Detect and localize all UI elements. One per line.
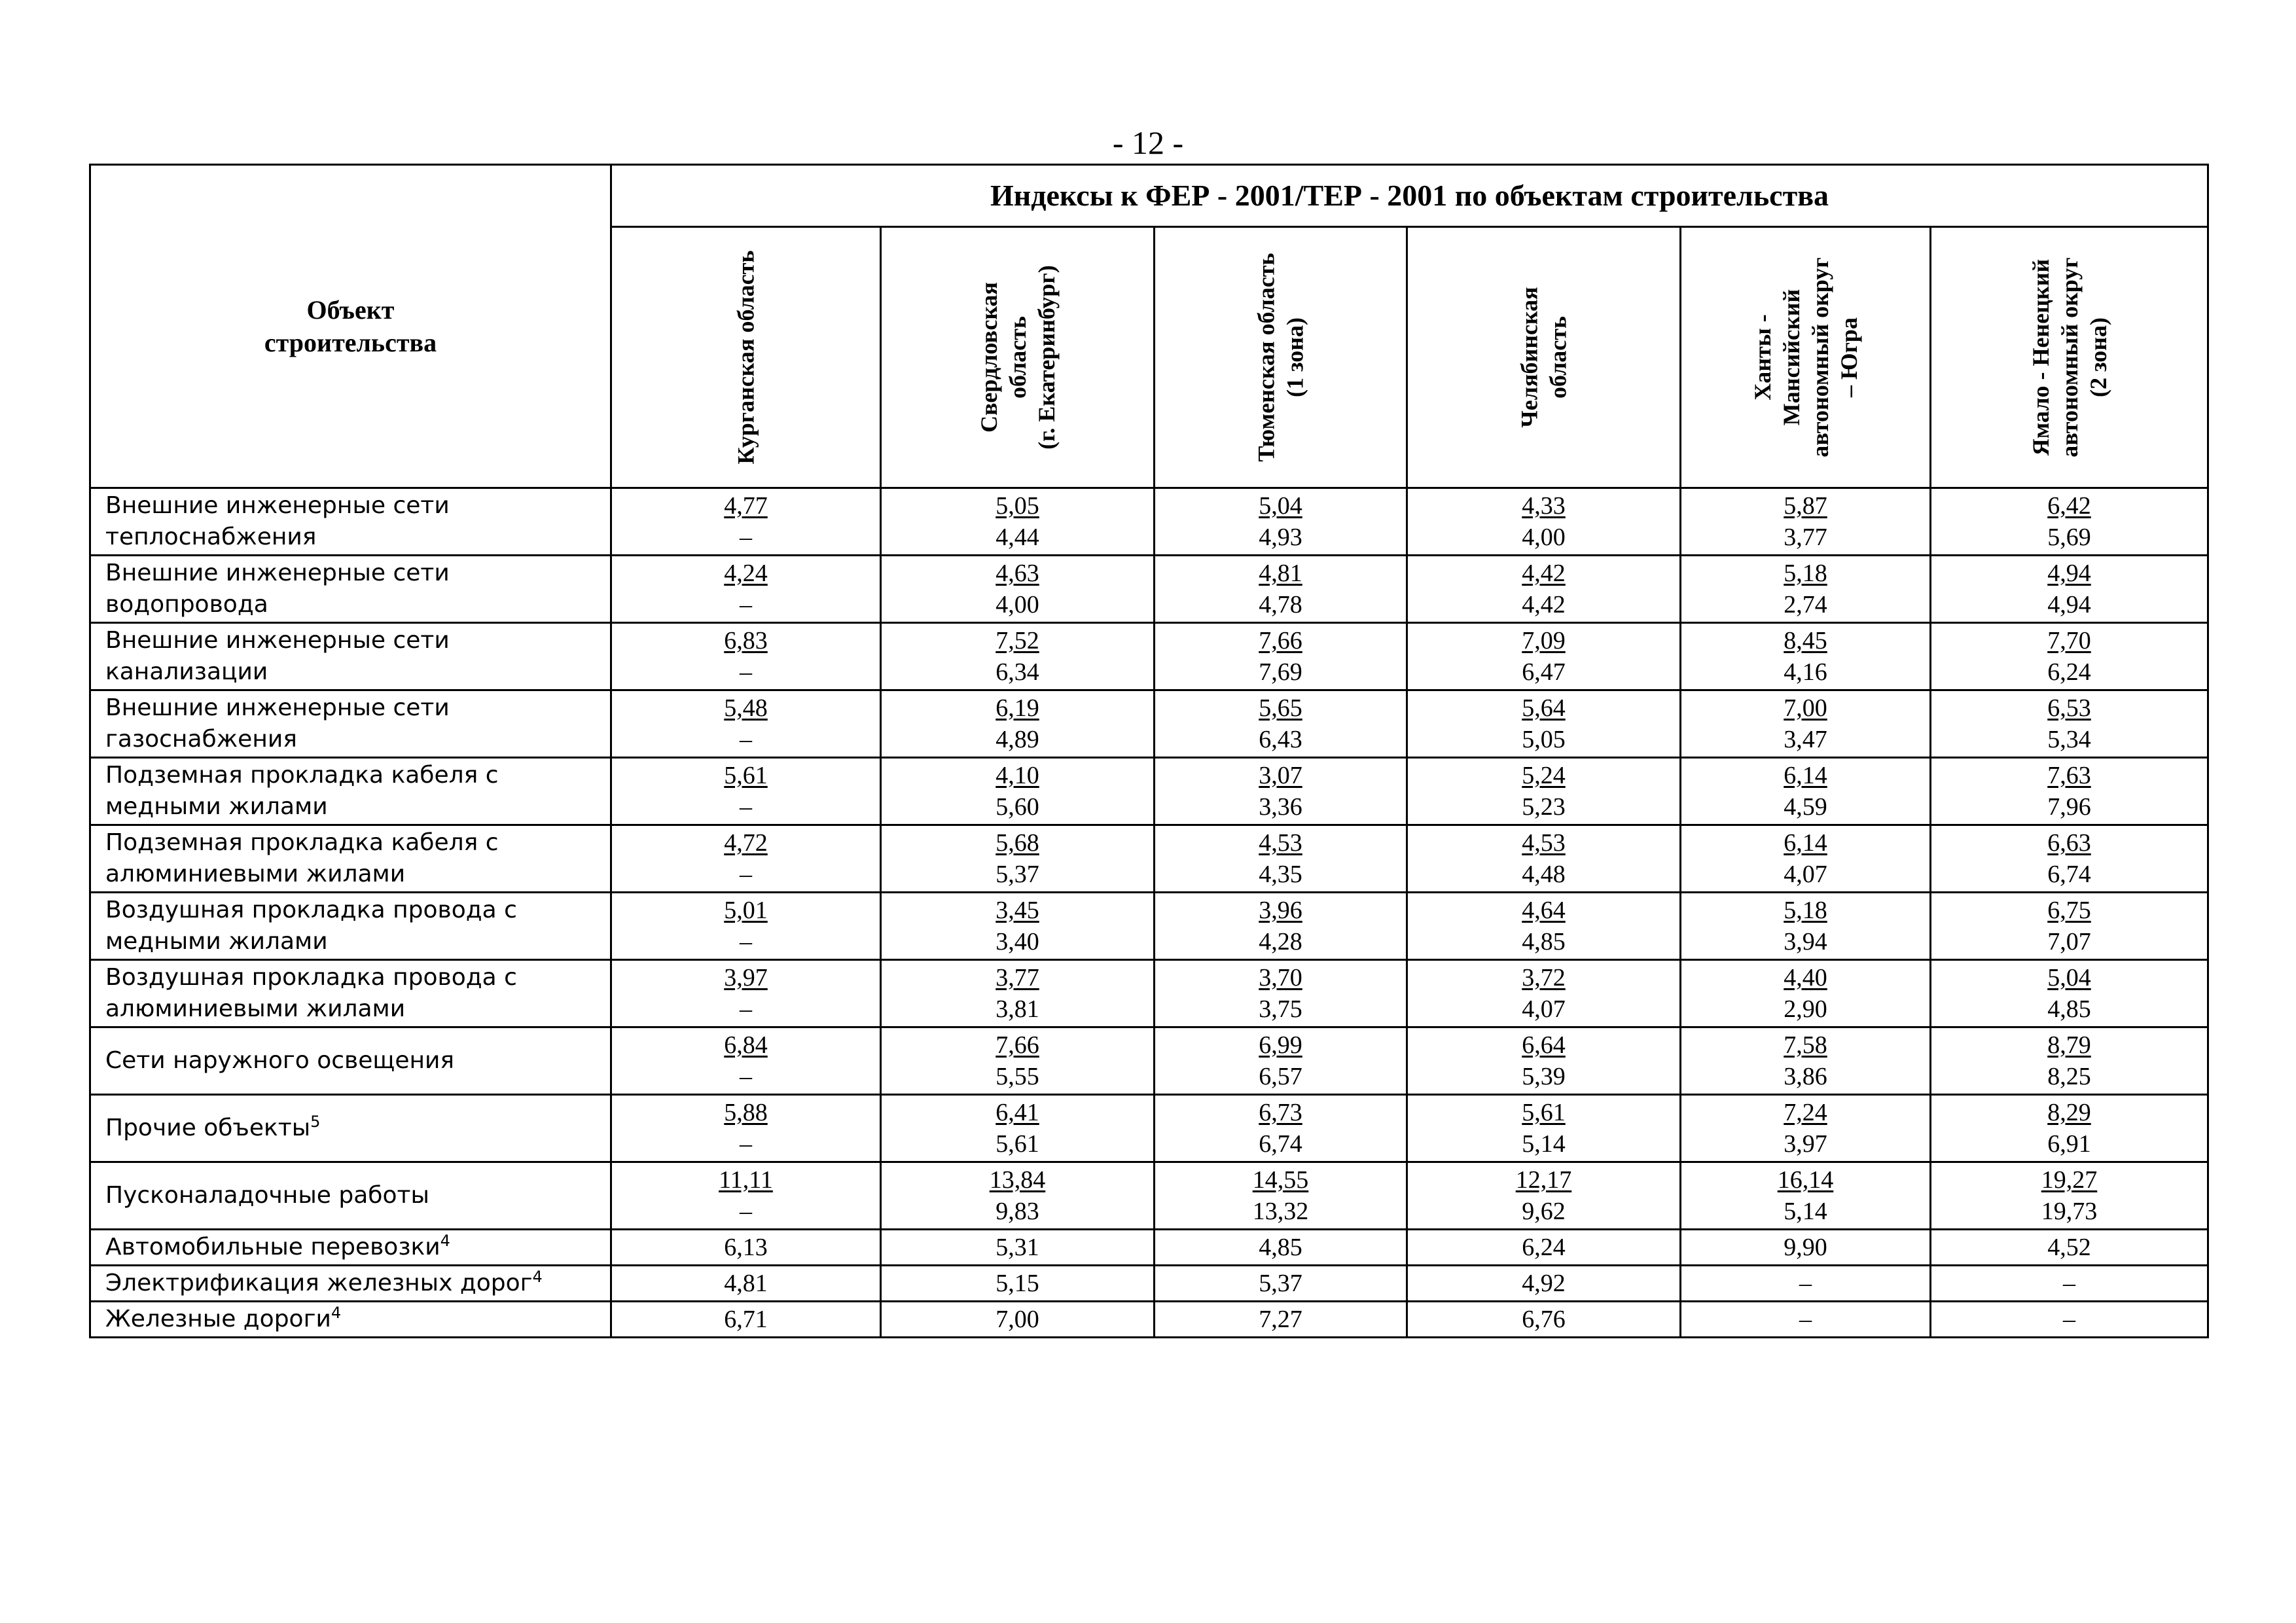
index-value-bottom: 5,61 — [996, 1130, 1039, 1158]
table-row — [90, 1230, 2208, 1266]
index-value-bottom: 4,44 — [996, 524, 1039, 551]
index-value-top: 6,64 — [1522, 1031, 1566, 1059]
object-name — [90, 758, 611, 825]
object-name-text: Автомобильные перевозки — [105, 1234, 440, 1260]
index-value-bottom: – — [740, 928, 752, 955]
index-value-top: 8,79 — [2047, 1031, 2091, 1059]
index-value-top: 3,96 — [1259, 897, 1302, 924]
index-cell — [881, 1027, 1155, 1095]
index-value-bottom: – — [740, 1130, 752, 1158]
region-header-line: Свердловская — [975, 282, 1002, 433]
index-cell — [611, 488, 881, 556]
index-cell — [1931, 960, 2208, 1027]
index-value: 9,90 — [1681, 1230, 1931, 1266]
index-value-bottom: 6,34 — [996, 658, 1039, 686]
index-value-bottom: 2,90 — [1784, 995, 1827, 1023]
index-value-top: 6,63 — [2047, 829, 2091, 857]
index-value-bottom: 7,96 — [2047, 793, 2091, 821]
object-name-text: Подземная прокладка кабеля с медными жилами — [105, 762, 499, 820]
index-cell — [1407, 488, 1681, 556]
index-value-bottom: – — [740, 1198, 752, 1225]
index-cell — [1931, 1027, 2208, 1095]
footnote-mark: 4 — [331, 1304, 342, 1322]
index-value-bottom: 3,97 — [1784, 1130, 1827, 1158]
index-value-bottom: 5,69 — [2047, 524, 2091, 551]
index-value-bottom: 5,14 — [1522, 1130, 1566, 1158]
index-value-top: 4,10 — [996, 762, 1039, 789]
region-header — [881, 227, 1155, 488]
index-value-bottom: 4,00 — [1522, 524, 1566, 551]
object-name — [90, 1266, 611, 1302]
region-header-line: Тюменская область — [1253, 253, 1280, 462]
index-cell — [611, 1095, 881, 1162]
index-value-bottom: 4,85 — [1522, 928, 1566, 955]
index-value-bottom: – — [740, 793, 752, 821]
index-value-bottom: 4,16 — [1784, 658, 1827, 686]
index-value-bottom: 5,60 — [996, 793, 1039, 821]
index-value-top: 3,97 — [724, 964, 768, 991]
index-cell — [1681, 960, 1931, 1027]
index-cell — [1681, 1027, 1931, 1095]
table-row — [90, 488, 2208, 556]
index-value-top: 6,19 — [996, 694, 1039, 722]
index-value-top: 7,00 — [1784, 694, 1827, 722]
index-value-bottom: 4,35 — [1259, 861, 1302, 888]
index-cell — [881, 893, 1155, 960]
object-name — [90, 960, 611, 1027]
index-value-top: 6,99 — [1259, 1031, 1302, 1059]
index-value-top: 7,09 — [1522, 627, 1566, 654]
index-cell — [1407, 690, 1681, 758]
region-header-line: – Югра — [1835, 317, 1862, 397]
index-value: 4,52 — [1931, 1230, 2208, 1266]
object-header-line: строительства — [264, 327, 437, 357]
index-cell — [1407, 556, 1681, 623]
region-header-line: область — [1545, 316, 1571, 399]
index-value-top: 5,61 — [724, 762, 768, 789]
index-value-bottom: 4,07 — [1522, 995, 1566, 1023]
index-value-top: 4,72 — [724, 829, 768, 857]
index-value-top: 7,66 — [996, 1031, 1039, 1059]
index-cell — [611, 623, 881, 690]
index-value: – — [1931, 1266, 2208, 1302]
index-value-bottom: 5,55 — [996, 1063, 1039, 1090]
index-cell — [1407, 893, 1681, 960]
index-value-top: 6,14 — [1784, 829, 1827, 857]
index-value: 6,76 — [1407, 1302, 1681, 1338]
table-row — [90, 758, 2208, 825]
table-row — [90, 690, 2208, 758]
object-name — [90, 690, 611, 758]
index-value-bottom: 3,94 — [1784, 928, 1827, 955]
index-value-top: 5,61 — [1522, 1099, 1566, 1126]
index-value-top: 14,55 — [1252, 1166, 1309, 1194]
index-value-bottom: 13,32 — [1252, 1198, 1309, 1225]
index-value: 5,31 — [881, 1230, 1155, 1266]
table-row — [90, 1266, 2208, 1302]
index-value-bottom: – — [740, 524, 752, 551]
object-name-text: Внешние инженерные сети водопровода — [105, 560, 450, 618]
index-value-top: 5,65 — [1259, 694, 1302, 722]
index-value-top: 4,77 — [724, 492, 768, 520]
index-cell — [611, 1162, 881, 1230]
index-cell — [1931, 690, 2208, 758]
object-name — [90, 556, 611, 623]
region-header-line: Челябинская — [1516, 287, 1543, 428]
table-row — [90, 1162, 2208, 1230]
index-value-bottom: 6,43 — [1259, 726, 1302, 753]
index-value-bottom: 6,74 — [2047, 861, 2091, 888]
index-value-bottom: 2,74 — [1784, 591, 1827, 618]
index-value-top: 12,17 — [1515, 1166, 1572, 1194]
index-cell — [1931, 488, 2208, 556]
table-title: Индексы к ФЕР - 2001/ТЕР - 2001 по объектам строительства — [611, 165, 2208, 227]
index-cell — [1407, 960, 1681, 1027]
index-cell — [1681, 623, 1931, 690]
index-cell — [1155, 690, 1407, 758]
index-cell — [1931, 825, 2208, 893]
object-name-text: Внешние инженерные сети канализации — [105, 627, 450, 685]
index-value-top: 7,52 — [996, 627, 1039, 654]
object-header-line: Объект — [306, 294, 395, 325]
index-value-bottom: 7,69 — [1259, 658, 1302, 686]
index-value-top: 5,64 — [1522, 694, 1566, 722]
index-value-top: 3,07 — [1259, 762, 1302, 789]
index-cell — [1155, 1162, 1407, 1230]
index-cell — [1931, 1162, 2208, 1230]
region-header-line: Мансийский — [1778, 289, 1804, 426]
index-value-bottom: 3,36 — [1259, 793, 1302, 821]
footnote-mark: 4 — [440, 1232, 450, 1250]
table-row — [90, 1095, 2208, 1162]
region-header — [1931, 227, 2208, 488]
index-value: 6,71 — [611, 1302, 881, 1338]
index-cell — [611, 1027, 881, 1095]
index-cell — [1931, 1095, 2208, 1162]
region-header-line: область — [1004, 316, 1031, 399]
object-name — [90, 1027, 611, 1095]
object-name — [90, 623, 611, 690]
index-value-bottom: 5,23 — [1522, 793, 1566, 821]
index-cell — [1681, 488, 1931, 556]
index-value-bottom: 19,73 — [2041, 1198, 2098, 1225]
index-value-top: 7,63 — [2047, 762, 2091, 789]
index-cell — [881, 1095, 1155, 1162]
index-cell — [1681, 556, 1931, 623]
object-name — [90, 1095, 611, 1162]
index-value-bottom: 4,42 — [1522, 591, 1566, 618]
region-header-line: Ханты - — [1749, 314, 1776, 401]
index-cell — [1407, 1095, 1681, 1162]
index-value-top: 3,45 — [996, 897, 1039, 924]
table-row — [90, 893, 2208, 960]
page-number: - 12 - — [1112, 124, 1184, 161]
region-header-line: (г. Екатеринбург) — [1033, 265, 1060, 450]
table-row — [90, 556, 2208, 623]
index-cell — [1407, 1162, 1681, 1230]
index-value-bottom: 4,48 — [1522, 861, 1566, 888]
index-cell — [1407, 825, 1681, 893]
table-row — [90, 825, 2208, 893]
index-cell — [1931, 758, 2208, 825]
index-cell — [1155, 1027, 1407, 1095]
index-value-top: 7,24 — [1784, 1099, 1827, 1126]
index-value-bottom: 6,24 — [2047, 658, 2091, 686]
index-value-top: 4,64 — [1522, 897, 1566, 924]
index-cell — [611, 960, 881, 1027]
object-name — [90, 1230, 611, 1266]
index-value-top: 4,53 — [1259, 829, 1302, 857]
index-value: – — [1681, 1302, 1931, 1338]
index-value-top: 11,11 — [719, 1166, 773, 1194]
object-name-text: Железные дороги — [105, 1306, 331, 1332]
index-value-top: 8,45 — [1784, 627, 1827, 654]
index-value: 4,92 — [1407, 1266, 1681, 1302]
index-cell — [1155, 1095, 1407, 1162]
index-cell — [1931, 893, 2208, 960]
index-value-bottom: 3,47 — [1784, 726, 1827, 753]
index-value-bottom: – — [740, 995, 752, 1023]
index-value-top: 4,42 — [1522, 560, 1566, 587]
index-value-bottom: 4,89 — [996, 726, 1039, 753]
index-value-top: 5,24 — [1522, 762, 1566, 789]
index-cell — [1681, 758, 1931, 825]
region-header-line: автономный округ — [2056, 257, 2083, 457]
index-cell — [611, 825, 881, 893]
index-value-top: 3,77 — [996, 964, 1039, 991]
index-value-top: 5,87 — [1784, 492, 1827, 520]
region-header-line: (2 зона) — [2085, 317, 2111, 397]
index-cell — [1681, 1162, 1931, 1230]
index-value: 4,81 — [611, 1266, 881, 1302]
index-value-top: 6,42 — [2047, 492, 2091, 520]
index-cell — [881, 758, 1155, 825]
object-name-text: Воздушная прокладка провода с алюминиевыми жилами — [105, 964, 517, 1022]
footnote-mark: 5 — [310, 1113, 321, 1131]
footnote-mark: 4 — [532, 1268, 543, 1286]
index-value: 5,15 — [881, 1266, 1155, 1302]
index-cell — [611, 758, 881, 825]
table-row — [90, 960, 2208, 1027]
index-value-top: 4,40 — [1784, 964, 1827, 991]
object-name — [90, 1302, 611, 1338]
region-header — [1155, 227, 1407, 488]
index-cell — [1681, 690, 1931, 758]
index-cell — [1931, 556, 2208, 623]
index-value-bottom: 5,37 — [996, 861, 1039, 888]
index-value-top: 3,72 — [1522, 964, 1566, 991]
table-row — [90, 623, 2208, 690]
index-value-top: 5,68 — [996, 829, 1039, 857]
index-value-top: 5,18 — [1784, 897, 1827, 924]
index-value: 6,24 — [1407, 1230, 1681, 1266]
index-cell — [1407, 1027, 1681, 1095]
index-value-bottom: 4,78 — [1259, 591, 1302, 618]
index-cell — [611, 893, 881, 960]
index-cell — [1931, 623, 2208, 690]
index-value-top: 7,66 — [1259, 627, 1302, 654]
index-value-bottom: 3,86 — [1784, 1063, 1827, 1090]
index-value: 5,37 — [1155, 1266, 1407, 1302]
table-row — [90, 1302, 2208, 1338]
index-value-top: 6,84 — [724, 1031, 768, 1059]
index-value-top: 19,27 — [2041, 1166, 2098, 1194]
index-cell — [881, 690, 1155, 758]
object-name-text: Пусконаладочные работы — [105, 1182, 429, 1209]
index-value-top: 3,70 — [1259, 964, 1302, 991]
index-value-bottom: 3,40 — [996, 928, 1039, 955]
region-header — [1407, 227, 1681, 488]
index-value-top: 5,01 — [724, 897, 768, 924]
index-value-bottom: 3,77 — [1784, 524, 1827, 551]
index-value-top: 5,88 — [724, 1099, 768, 1126]
index-value-bottom: 5,14 — [1784, 1198, 1827, 1225]
index-value-top: 5,04 — [1259, 492, 1302, 520]
region-header-line: Ямало - Ненецкий — [2027, 259, 2054, 456]
index-value: – — [1931, 1302, 2208, 1338]
object-name-text: Внешние инженерные сети газоснабжения — [105, 694, 450, 753]
index-value-top: 5,48 — [724, 694, 768, 722]
region-header-line: (1 зона) — [1282, 317, 1308, 397]
index-value-bottom: – — [740, 1063, 752, 1090]
object-name-text: Электрификация железных дорог — [105, 1270, 533, 1296]
table-row — [90, 1027, 2208, 1095]
index-value-top: 4,24 — [724, 560, 768, 587]
index-value-bottom: 5,39 — [1522, 1063, 1566, 1090]
index-cell — [881, 623, 1155, 690]
index-value-top: 8,29 — [2047, 1099, 2091, 1126]
index-value-top: 6,73 — [1259, 1099, 1302, 1126]
index-value-top: 4,94 — [2047, 560, 2091, 587]
object-column-header — [90, 165, 611, 488]
index-value-top: 13,84 — [989, 1166, 1046, 1194]
index-value-bottom: 6,74 — [1259, 1130, 1302, 1158]
index-value-top: 4,33 — [1522, 492, 1566, 520]
index-cell — [881, 960, 1155, 1027]
index-value-top: 6,75 — [2047, 897, 2091, 924]
index-value-top: 4,81 — [1259, 560, 1302, 587]
index-value-top: 6,53 — [2047, 694, 2091, 722]
region-header — [611, 227, 881, 488]
index-value-bottom: 8,25 — [2047, 1063, 2091, 1090]
index-value-bottom: 3,75 — [1259, 995, 1302, 1023]
index-value-bottom: 5,34 — [2047, 726, 2091, 753]
index-cell — [1681, 825, 1931, 893]
object-name-text: Подземная прокладка кабеля с алюминиевыми жилами — [105, 829, 499, 887]
index-cell — [881, 488, 1155, 556]
object-name — [90, 825, 611, 893]
index-cell — [1155, 825, 1407, 893]
index-value-top: 6,41 — [996, 1099, 1039, 1126]
index-value-bottom: 4,59 — [1784, 793, 1827, 821]
index-value-bottom: 7,07 — [2047, 928, 2091, 955]
region-header-line: Курганская область — [732, 250, 759, 465]
index-value-top: 6,14 — [1784, 762, 1827, 789]
index-cell — [1155, 488, 1407, 556]
index-value: – — [1681, 1266, 1931, 1302]
object-name-text: Сети наружного освещения — [105, 1047, 455, 1074]
index-value-bottom: 4,93 — [1259, 524, 1302, 551]
index-value-bottom: 5,05 — [1522, 726, 1566, 753]
index-value-bottom: 4,07 — [1784, 861, 1827, 888]
index-value-bottom: – — [740, 861, 752, 888]
index-value: 7,00 — [881, 1302, 1155, 1338]
index-value-bottom: 6,47 — [1522, 658, 1566, 686]
index-cell — [1155, 960, 1407, 1027]
object-name-text: Воздушная прокладка провода с медными жилами — [105, 897, 517, 955]
index-table — [89, 164, 2209, 1338]
index-cell — [611, 690, 881, 758]
index-cell — [1407, 623, 1681, 690]
index-value-top: 6,83 — [724, 627, 768, 654]
index-value-top: 5,18 — [1784, 560, 1827, 587]
index-cell — [1155, 556, 1407, 623]
index-cell — [1407, 758, 1681, 825]
object-name-text: Внешние инженерные сети теплоснабжения — [105, 492, 450, 550]
index-value-bottom: 4,94 — [2047, 591, 2091, 618]
index-value-top: 7,70 — [2047, 627, 2091, 654]
index-value-top: 7,58 — [1784, 1031, 1827, 1059]
index-cell — [1155, 758, 1407, 825]
object-name — [90, 488, 611, 556]
index-value-top: 4,53 — [1522, 829, 1566, 857]
index-value: 7,27 — [1155, 1302, 1407, 1338]
index-value-top: 5,05 — [996, 492, 1039, 520]
object-name — [90, 893, 611, 960]
object-name-text: Прочие объекты — [105, 1115, 311, 1141]
index-cell — [881, 825, 1155, 893]
index-value-top: 4,63 — [996, 560, 1039, 587]
index-cell — [1155, 893, 1407, 960]
object-name — [90, 1162, 611, 1230]
index-cell — [1681, 893, 1931, 960]
index-cell — [1681, 1095, 1931, 1162]
index-value-bottom: 4,00 — [996, 591, 1039, 618]
index-value-bottom: – — [740, 591, 752, 618]
index-value-bottom: 3,81 — [996, 995, 1039, 1023]
region-header — [1681, 227, 1931, 488]
index-cell — [1155, 623, 1407, 690]
index-value-top: 5,04 — [2047, 964, 2091, 991]
index-value-top: 16,14 — [1777, 1166, 1834, 1194]
index-value-bottom: 6,57 — [1259, 1063, 1302, 1090]
index-value: 6,13 — [611, 1230, 881, 1266]
index-value: 4,85 — [1155, 1230, 1407, 1266]
index-cell — [611, 556, 881, 623]
index-value-bottom: – — [740, 658, 752, 686]
index-cell — [881, 1162, 1155, 1230]
index-value-bottom: 6,91 — [2047, 1130, 2091, 1158]
index-value-bottom: – — [740, 726, 752, 753]
index-value-bottom: 9,83 — [996, 1198, 1039, 1225]
table-body — [90, 488, 2208, 1338]
index-value-bottom: 4,28 — [1259, 928, 1302, 955]
region-header-line: автономный округ — [1806, 257, 1833, 457]
index-cell — [881, 556, 1155, 623]
index-value-bottom: 4,85 — [2047, 995, 2091, 1023]
index-value-bottom: 9,62 — [1522, 1198, 1566, 1225]
